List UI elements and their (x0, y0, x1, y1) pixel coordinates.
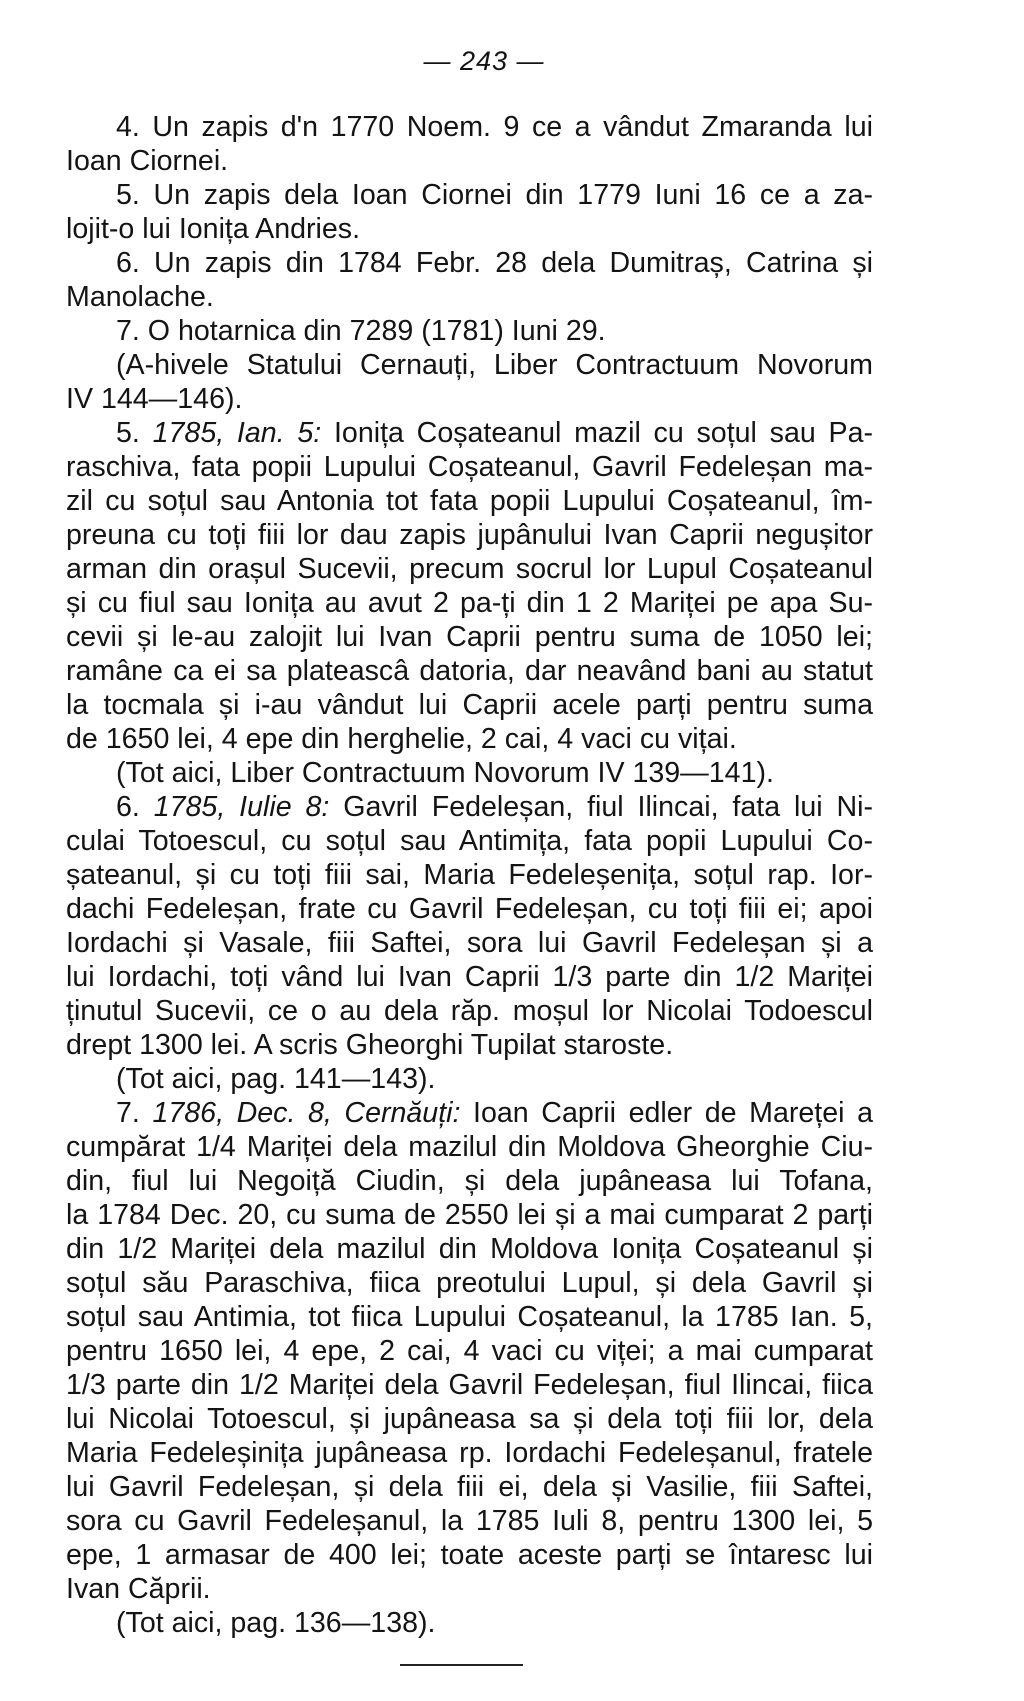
text-line: raschiva, fata popii Lupului Coșateanul, Gavril Fedeleșan ma- (66, 451, 873, 483)
text-line: șateanul, și cu toți fiii sai, Maria Fedeleșenița, soțul rap. Ior- (66, 859, 873, 891)
text-line: zil cu soțul sau Antonia tot fata popii Lupului Coșateanul, îm- (66, 485, 873, 517)
text-line: (Tot aici, pag. 136—138). (116, 1607, 436, 1639)
text-line: și cu fiul sau Ionița au avut 2 pa-ți din 1 2 Mariței pe apa Su- (66, 587, 873, 619)
entry-number: 5. (116, 417, 153, 449)
end-rule (400, 1664, 523, 1666)
entry-number: 7. (116, 1097, 153, 1129)
text-line: drept 1300 lei. A scris Gheorghi Tupilat staroste. (66, 1029, 674, 1061)
text-line: din 1/2 Mariței dela mazilul din Moldova Ionița Coșateanul și (66, 1233, 873, 1265)
text-line: ramâne ca ei sa plateascâ datoria, dar neavând bani au statut (66, 655, 873, 687)
text-line: (A-hivele Statului Cernauți, Liber Contractuum Novorum (116, 349, 873, 381)
text-line: cevii și le-au zalojit lui Ivan Caprii pentru suma de 1050 lei; (66, 621, 873, 653)
entry-text: Ionița Coșateanul mazil cu soțul sau Pa- (321, 417, 874, 449)
text-line: epe, 1 armasar de 400 lei; toate aceste parți se întaresc lui (66, 1539, 873, 1571)
text-line: la tocmala și i-au vândut lui Caprii acele parți pentru suma (66, 689, 873, 721)
text-line: Maria Fedeleșinița jupâneasa rp. Iordachi Fedeleșanul, fratele (66, 1437, 873, 1469)
text-line: (Tot aici, Liber Contractuum Novorum IV 139—141). (116, 757, 774, 789)
text-line: ținutul Sucevii, ce o au dela răp. moșul lor Nicolai Todoescul (66, 995, 873, 1027)
entry-date: 1786, Dec. 8, Cernăuți: (152, 1097, 461, 1129)
entry-number: 6. (116, 791, 154, 823)
text-line: (Tot aici, pag. 141—143). (116, 1063, 436, 1095)
text-line: lojit-o lui Ionița Andries. (66, 213, 361, 245)
entry-text: Gavril Fedeleșan, fiul Ilincai, fata lui Ni- (329, 791, 873, 823)
text-line: dachi Fedeleșan, frate cu Gavril Fedeleșan, cu toți fiii ei; apoi (66, 893, 873, 925)
text-line: arman din orașul Sucevii, precum socrul lor Lupul Coșateanul (66, 553, 873, 585)
text-line: la 1784 Dec. 20, cu suma de 2550 lei și a mai cumparat 2 parți (66, 1199, 873, 1231)
page-number: — 243 — (423, 46, 545, 76)
text-line: soțul sau Antimia, tot fiica Lupului Coșateanul, la 1785 Ian. 5, (66, 1301, 873, 1333)
text-line (116, 790, 873, 824)
text-line: sora cu Gavril Fedeleșanul, la 1785 Iuli 8, pentru 1300 lei, 5 (66, 1505, 873, 1537)
text-line: Ioan Ciornei. (66, 145, 229, 177)
text-line: 1/3 parte din 1/2 Mariței dela Gavril Fedeleșan, fiul Ilincai, fiica (66, 1369, 873, 1401)
text-line: 4. Un zapis d'n 1770 Noem. 9 ce a vândut Zmaranda lui (116, 111, 873, 143)
text-line: de 1650 lei, 4 epe din herghelie, 2 cai, 4 vaci cu vițai. (66, 723, 737, 755)
text-line: lui Nicolai Totoescul, și jupâneasa sa și dela toți fiii lor, dela (66, 1403, 873, 1435)
text-line: lui Gavril Fedeleșan, și dela fiii ei, dela și Vasilie, fiii Saftei, (66, 1471, 873, 1503)
text-line: lui Iordachi, toți vând lui Ivan Caprii 1/3 parte din 1/2 Mariței (66, 961, 873, 993)
text-line: culai Totoescul, cu soțul sau Antimița, fata popii Lupului Co- (66, 825, 873, 857)
entry-text: Ioan Caprii edler de Mareței a (460, 1097, 873, 1129)
text-line: Ivan Căprii. (66, 1573, 211, 1605)
text-line: 6. Un zapis din 1784 Febr. 28 dela Dumitraș, Catrina și (116, 247, 873, 279)
text-line: Manolache. (66, 281, 214, 313)
text-line: Iordachi și Vasale, fiii Saftei, sora lui Gavril Fedeleșan și a (66, 927, 873, 959)
text-line: soțul său Paraschiva, fiica preotului Lupul, și dela Gavril și (66, 1267, 873, 1299)
text-line: cumpărat 1/4 Mariței dela mazilul din Moldova Gheorghie Ciu- (66, 1131, 873, 1163)
text-line: pentru 1650 lei, 4 epe, 2 cai, 4 vaci cu viței; a mai cumparat (66, 1335, 873, 1367)
text-line: IV 144—146). (66, 383, 243, 415)
text-line: din, fiul lui Negoiță Ciudin, și dela jupâneasa lui Tofana, (66, 1165, 873, 1197)
text-line: 7. O hotarnica din 7289 (1781) Iuni 29. (116, 315, 606, 347)
text-line: preuna cu toți fiii lor dau zapis jupânului Ivan Caprii negușitor (66, 519, 873, 551)
entry-date: 1785, Ian. 5: (152, 417, 322, 449)
text-line (116, 416, 873, 450)
text-line: 5. Un zapis dela Ioan Ciornei din 1779 Iuni 16 ce a za- (116, 179, 873, 211)
entry-date: 1785, Iulie 8: (153, 791, 330, 823)
text-line (116, 1096, 873, 1130)
